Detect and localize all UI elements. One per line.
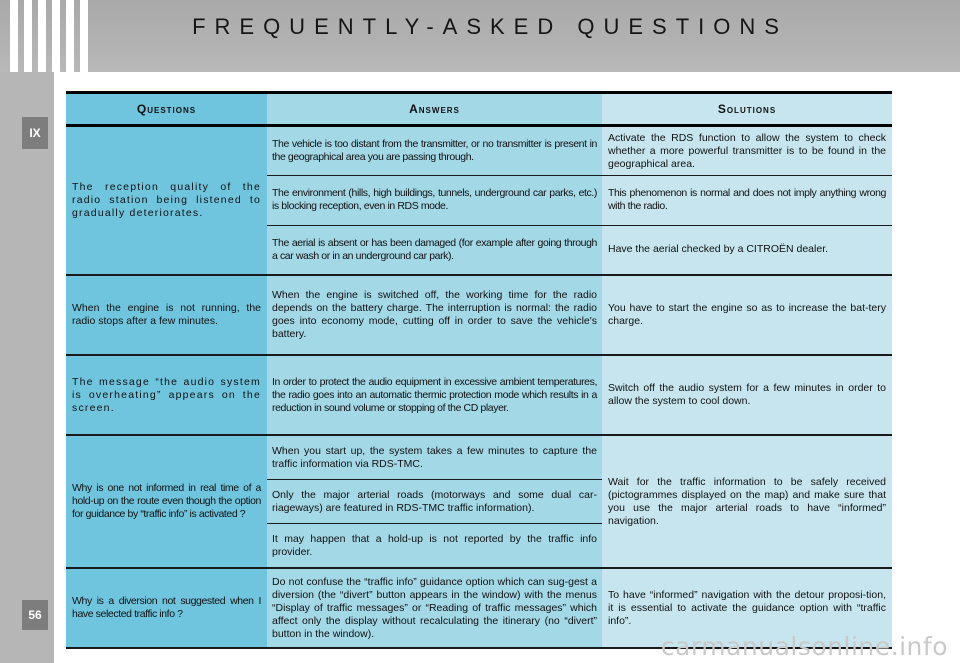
answer-solution-split bbox=[267, 436, 892, 567]
solution-cell: You have to start the engine so as to increase the bat-tery charge. bbox=[602, 276, 892, 354]
question-cell: Why is a diversion not suggested when I have selected traffic info ? bbox=[66, 569, 267, 647]
page-title: FREQUENTLY-ASKED QUESTIONS bbox=[192, 14, 788, 39]
answer-cell: Only the major arterial roads (motorways and some dual car-riageways) are featured in RDS-TMC traffic information). bbox=[267, 480, 602, 524]
answer-cell: When you start up, the system takes a few minutes to capture the traffic information via RDS-TMC. bbox=[267, 436, 602, 480]
header-answers: Answers bbox=[267, 94, 602, 124]
faq-group-reception bbox=[66, 127, 892, 276]
answer-cell: It may happen that a hold-up is not reported by the traffic info provider. bbox=[267, 524, 602, 567]
faq-group-engine-off bbox=[66, 276, 892, 356]
page-number: 56 bbox=[22, 600, 48, 630]
header-solutions: Solutions bbox=[602, 94, 892, 124]
answer-stack bbox=[267, 436, 602, 567]
faq-group-traffic-realtime bbox=[66, 436, 892, 569]
answer-solution-pairs bbox=[267, 127, 892, 274]
answer-cell: The vehicle is too distant from the transmitter, or no transmitter is present in the geographical area you are passing through. bbox=[267, 127, 602, 175]
faq-group-overheating bbox=[66, 356, 892, 436]
question-cell: Why is one not informed in real time of a hold-up on the route even though the option for guidance by “traffic info” is activated ? bbox=[66, 436, 267, 567]
table-row bbox=[267, 276, 892, 354]
solution-cell: Activate the RDS function to allow the system to check whether a more powerful transmitter is to be found in the geographical area. bbox=[602, 127, 892, 175]
question-cell: The reception quality of the radio station being listened to gradually deteriorates. bbox=[66, 127, 267, 274]
answer-solution-pairs bbox=[267, 356, 892, 434]
answer-cell: When the engine is switched off, the working time for the radio depends on the battery charge. The interruption is normal: the radio goes into economy mode, cutting off in order to save the vehicle's battery. bbox=[267, 276, 602, 354]
header-band bbox=[0, 0, 960, 72]
solution-cell: Have the aerial checked by a CITROËN dealer. bbox=[602, 226, 892, 274]
answer-cell: The environment (hills, high buildings, tunnels, underground car parks, etc.) is blocking reception, even in RDS mode. bbox=[267, 176, 602, 224]
table-row bbox=[267, 226, 892, 274]
chapter-tab[interactable]: IX bbox=[22, 117, 48, 149]
question-cell: When the engine is not running, the radio stops after a few minutes. bbox=[66, 276, 267, 354]
answer-cell: The aerial is absent or has been damaged (for example after going through a car wash or in an underground car park). bbox=[267, 226, 602, 274]
table-row bbox=[267, 356, 892, 434]
table-row bbox=[267, 176, 892, 225]
solution-cell: Switch off the audio system for a few minutes in order to allow the system to cool down. bbox=[602, 356, 892, 434]
left-rail bbox=[0, 72, 54, 663]
table-row bbox=[267, 127, 892, 176]
answer-cell: Do not confuse the “traffic info” guidance option which can sug-gest a diversion (the “divert” button appears in the window) with the menus “Display of traffic messages” or “Reading of traffic messages” which affect only the display without recalculating the itinerary (no “divert” button in the window). bbox=[267, 569, 602, 647]
solution-cell: This phenomenon is normal and does not imply anything wrong with the radio. bbox=[602, 176, 892, 224]
table-header-row bbox=[66, 94, 892, 127]
solution-cell: Wait for the traffic information to be safely received (pictogrammes displayed on the map) and make sure that you use the major arterial roads to have “informed” navigation. bbox=[602, 436, 892, 567]
watermark: carmanualsonline.info bbox=[660, 632, 948, 661]
faq-table bbox=[66, 91, 892, 649]
answer-cell: In order to protect the audio equipment in excessive ambient temperatures, the radio goes into an automatic thermic protection mode which results in a reduction in sound volume or stopping of the CD player. bbox=[267, 356, 602, 434]
answer-solution-pairs bbox=[267, 276, 892, 354]
solution-cell: To have “informed” navigation with the detour proposi-tion, it is essential to activate the guidance option with “traffic info”. bbox=[602, 569, 892, 647]
header-questions: Questions bbox=[66, 94, 267, 124]
question-cell: The message “the audio system is overheating” appears on the screen. bbox=[66, 356, 267, 434]
